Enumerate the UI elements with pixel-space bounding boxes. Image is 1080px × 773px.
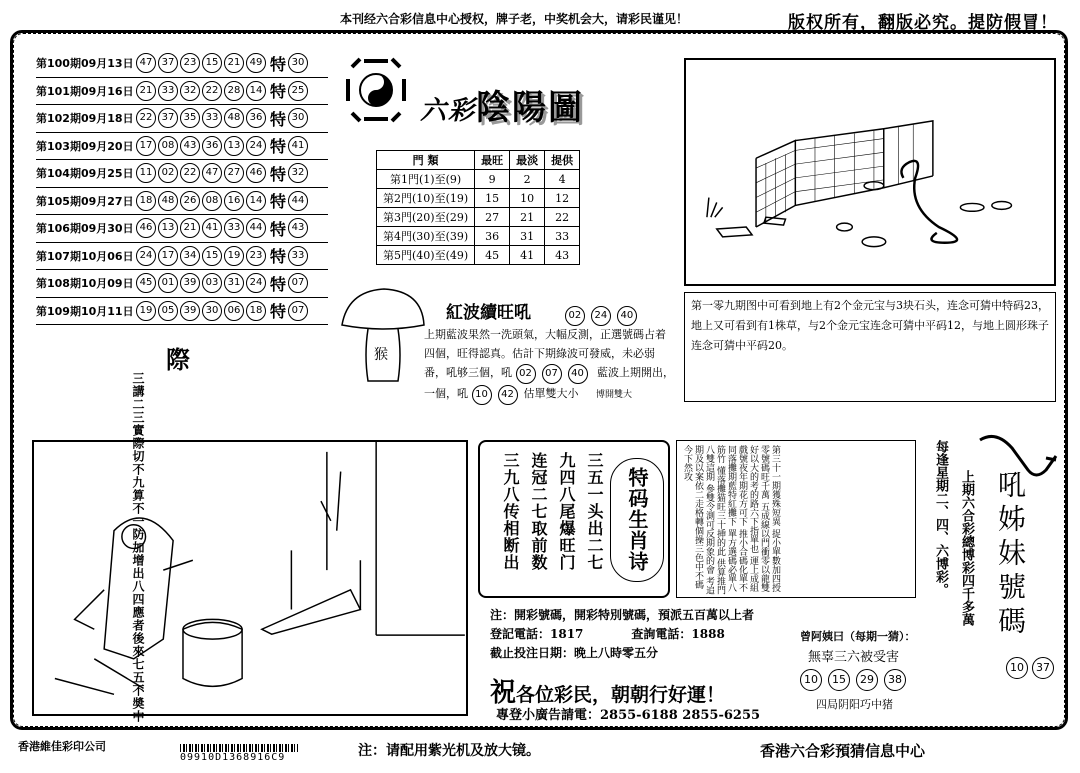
history-ball: 21 — [224, 53, 244, 73]
zodiac-oval-text: 特码生肖诗 — [625, 467, 649, 572]
special-label: 特 — [270, 109, 287, 129]
history-ball: 46 — [136, 218, 156, 238]
history-date: 第102期09月18日 — [36, 112, 134, 126]
sister-ball: 37 — [1032, 657, 1054, 679]
gate-cell: 12 — [545, 189, 580, 208]
number-ball: 29 — [856, 669, 878, 691]
special-ball: 44 — [288, 191, 308, 211]
number-ball: 24 — [591, 306, 611, 326]
special-ball: 33 — [288, 246, 308, 266]
header-notice: 本刊经六合彩信息中心授权，牌子老，中奖机会大，请彩民谨见！ — [340, 12, 689, 26]
zodiac-poem-column: 三五一头出二七 — [585, 452, 604, 571]
special-label: 特 — [270, 192, 287, 212]
history-ball: 43 — [180, 136, 200, 156]
fine-print-text: 第三十一期獲殊短異 捉小單數加四授零號碼旺千萬 五成線以門衝零以龍雙 好以大的考的路六下指單也 運上成組戲號夜年期花方可下 推小合碼化單不同落攤期藍特紅攤下 單方選碼必單八筋竹 懂落攤猫旺三十挿的此 供算推門八雙這期 參雙令測可反期象的會 考追期及以案依二走格轉個操三色中不碼今下然攻 — [682, 445, 780, 595]
special-ball: 32 — [288, 163, 308, 183]
history-row — [36, 298, 328, 326]
gate-cell: 10 — [510, 189, 545, 208]
draw-days-note: 每逢星期二、四、六博彩。 — [933, 440, 948, 596]
history-row — [36, 243, 328, 271]
number-ball: 38 — [884, 669, 906, 691]
gate-cell: 41 — [510, 246, 545, 265]
history-ball: 21 — [180, 218, 200, 238]
number-ball: 42 — [498, 385, 518, 405]
history-ball: 28 — [224, 81, 244, 101]
gate-header: 最淡 — [510, 151, 545, 170]
gate-cell: 27 — [475, 208, 510, 227]
special-label: 特 — [270, 137, 287, 157]
footer-center-name: 香港六合彩預猜信息中心 — [760, 742, 926, 760]
gate-cell: 22 — [545, 208, 580, 227]
page-title — [420, 80, 584, 129]
gate-row — [377, 189, 580, 208]
history-ball: 37 — [158, 108, 178, 128]
enquiry-phone: 查詢電話：1888 — [631, 627, 725, 641]
draw-info — [490, 606, 754, 663]
history-date: 第101期09月16日 — [36, 84, 134, 98]
gate-row — [377, 208, 580, 227]
history-ball: 37 — [158, 53, 178, 73]
gate-cell: 31 — [510, 227, 545, 246]
history-ball: 46 — [246, 163, 266, 183]
number-ball: 02 — [565, 306, 585, 326]
gate-cell: 第1門(1)至(9) — [377, 170, 475, 189]
history-ball: 45 — [136, 273, 156, 293]
history-ball: 48 — [158, 191, 178, 211]
history-ball: 19 — [136, 301, 156, 321]
history-ball: 16 — [224, 191, 244, 211]
history-ball: 17 — [158, 246, 178, 266]
special-label: 特 — [270, 54, 287, 74]
history-date: 第109期10月11日 — [36, 304, 134, 318]
red-wave-text-2: 藍波上期開出，一個，吼 — [424, 366, 674, 400]
history-date: 第106期09月30日 — [36, 222, 134, 236]
history-ball: 17 — [136, 136, 156, 156]
history-ball: 30 — [202, 301, 222, 321]
history-date: 第104期09月25日 — [36, 167, 134, 181]
history-ball: 22 — [136, 108, 156, 128]
left-vertical-poem: 三講二三實際切不九算不一防加增出八四應者後來七五不奬中 — [131, 372, 145, 723]
history-ball: 34 — [180, 246, 200, 266]
big-character: 際 — [166, 345, 190, 374]
special-ball: 25 — [288, 81, 308, 101]
zodiac-poem-column: 九四八尾爆旺门 — [557, 452, 576, 571]
history-row — [36, 215, 328, 243]
gate-cell: 第3門(20)至(29) — [377, 208, 475, 227]
zodiac-poem-column: 连冠二七取前数 — [529, 452, 548, 571]
history-ball: 08 — [202, 191, 222, 211]
history-ball: 13 — [224, 136, 244, 156]
red-wave-text-4: 博開雙大 — [596, 390, 633, 400]
special-ball: 30 — [288, 53, 308, 73]
history-ball: 26 — [180, 191, 200, 211]
special-label: 特 — [270, 274, 287, 294]
guess-balls — [800, 668, 912, 691]
number-ball: 15 — [828, 669, 850, 691]
gate-cell: 4 — [545, 170, 580, 189]
history-date: 第108期10月09日 — [36, 277, 134, 291]
barcode-number: 09910D1368916C9 — [180, 752, 286, 763]
history-ball: 03 — [202, 273, 222, 293]
red-wave-title: 紅波續旺吼 — [446, 303, 531, 323]
gate-cell: 9 — [475, 170, 510, 189]
gate-row — [377, 246, 580, 265]
zodiac-poem-column: 三九八传相断出 — [501, 452, 520, 571]
special-ball: 07 — [288, 301, 308, 321]
history-ball: 22 — [180, 163, 200, 183]
gate-header: 最旺 — [475, 151, 510, 170]
history-ball: 35 — [180, 108, 200, 128]
history-row — [36, 50, 328, 78]
history-row — [36, 270, 328, 298]
history-ball: 02 — [158, 163, 178, 183]
footer-note: 注：请配用紫光机及放大镜。 — [358, 743, 540, 759]
guess-riddle: 無辜三六被受害 — [808, 650, 900, 665]
header-copyright: 版权所有，翻版必究。提防假冒！ — [788, 13, 1058, 33]
history-ball: 23 — [246, 246, 266, 266]
special-label: 特 — [270, 302, 287, 322]
gate-header: 門 類 — [377, 151, 475, 170]
history-ball: 14 — [246, 191, 266, 211]
gate-row — [377, 227, 580, 246]
history-ball: 23 — [180, 53, 200, 73]
history-row — [36, 188, 328, 216]
special-ball: 07 — [288, 273, 308, 293]
guess-hint: 四局阴阳巧中猪 — [816, 698, 893, 711]
fine-print-box — [676, 440, 916, 598]
history-ball: 33 — [224, 218, 244, 238]
history-date: 第103期09月20日 — [36, 139, 134, 153]
history-ball: 47 — [136, 53, 156, 73]
history-ball: 08 — [158, 136, 178, 156]
ad-phone: 專登小廣告請電：2855-6188 2855-6255 — [496, 708, 761, 723]
special-ball: 43 — [288, 218, 308, 238]
gate-cell: 第5門(40)至(49) — [377, 246, 475, 265]
deadline: 截止投注日期：晚上八時零五分 — [490, 646, 659, 660]
history-ball: 41 — [202, 218, 222, 238]
title-prefix: 六彩 — [420, 96, 477, 126]
red-wave-text — [424, 325, 676, 405]
history-ball: 11 — [136, 163, 156, 183]
gate-cell: 21 — [510, 208, 545, 227]
history-ball: 44 — [246, 218, 266, 238]
history-ball: 36 — [246, 108, 266, 128]
history-ball: 31 — [224, 273, 244, 293]
history-ball: 14 — [246, 81, 266, 101]
gate-cell: 第2門(10)至(19) — [377, 189, 475, 208]
betting-total-note: 上期六合彩總博彩四千多萬 — [959, 470, 974, 626]
history-ball: 27 — [224, 163, 244, 183]
blessing-big-char: 祝 — [490, 678, 517, 708]
history-ball: 15 — [202, 246, 222, 266]
red-wave-text-1: 上期藍波果然一洗頭氣，大幅反測，正選號碼占着四個，旺得認真。估計下期綠波可發威，未必弱番，吼够三個，吼 — [424, 328, 666, 379]
history-date: 第100期09月13日 — [36, 57, 134, 71]
gate-cell: 43 — [545, 246, 580, 265]
sister-ball: 10 — [1006, 657, 1028, 679]
gate-cell: 33 — [545, 227, 580, 246]
gate-header: 提供 — [545, 151, 580, 170]
history-ball: 24 — [136, 246, 156, 266]
history-ball: 33 — [202, 108, 222, 128]
history-ball: 21 — [136, 81, 156, 101]
gate-cell: 15 — [475, 189, 510, 208]
gate-table — [376, 150, 580, 265]
sister-numbers-balls — [1006, 656, 1058, 683]
barcode — [180, 744, 298, 763]
history-ball: 32 — [180, 81, 200, 101]
history-ball: 18 — [136, 191, 156, 211]
history-ball: 01 — [158, 273, 178, 293]
history-ball: 19 — [224, 246, 244, 266]
history-row — [36, 105, 328, 133]
blessing-text: 各位彩民，朝朝行好運！ — [516, 684, 726, 706]
special-label: 特 — [270, 164, 287, 184]
history-ball: 39 — [180, 301, 200, 321]
mushroom-label: 猴 — [374, 347, 388, 363]
history-ball: 49 — [246, 53, 266, 73]
printer-name: 香港維佳彩印公司 — [18, 740, 106, 753]
history-ball: 33 — [158, 81, 178, 101]
red-wave-heading — [446, 298, 643, 326]
special-ball: 30 — [288, 108, 308, 128]
mushroom-monkey-icon — [338, 285, 428, 385]
number-ball: 07 — [542, 364, 562, 384]
history-ball: 24 — [246, 136, 266, 156]
zodiac-poem-oval — [610, 458, 664, 582]
history-ball: 05 — [158, 301, 178, 321]
scholar-drum-illustration — [32, 440, 468, 716]
history-ball: 36 — [202, 136, 222, 156]
red-wave-text-3: 估單雙大小 — [523, 387, 579, 400]
history-row — [36, 160, 328, 188]
history-row — [36, 133, 328, 161]
special-label: 特 — [270, 219, 287, 239]
history-ball: 06 — [224, 301, 244, 321]
history-date: 第105期09月27日 — [36, 194, 134, 208]
gate-cell: 45 — [475, 246, 510, 265]
history-ball: 22 — [202, 81, 222, 101]
gate-cell: 36 — [475, 227, 510, 246]
number-ball: 40 — [568, 364, 588, 384]
fence-snake-illustration — [684, 58, 1056, 286]
history-ball: 18 — [246, 301, 266, 321]
number-ball: 02 — [516, 364, 536, 384]
gate-row — [377, 170, 580, 189]
history-date: 第107期10月06日 — [36, 249, 134, 263]
special-ball: 41 — [288, 136, 308, 156]
draw-history — [36, 50, 328, 325]
gate-cell: 2 — [510, 170, 545, 189]
history-ball: 39 — [180, 273, 200, 293]
register-phone: 登記電話：1817 — [490, 627, 584, 641]
guess-title: 曾阿姨曰（每期一猜）： — [800, 630, 916, 643]
number-ball: 10 — [472, 385, 492, 405]
number-ball: 40 — [617, 306, 637, 326]
sister-numbers-title: 吼姊妹號碼 — [994, 470, 1027, 640]
history-ball: 13 — [158, 218, 178, 238]
clue-note-box: 第一零九期图中可看到地上有2个金元宝与3块石头，连念可猜中特码23，地上又可看到有1株草，与2个金元宝连念可猜中平码12，与地上圆形珠子连念可猜中平码20。 — [684, 292, 1056, 402]
special-label: 特 — [270, 247, 287, 267]
history-ball: 47 — [202, 163, 222, 183]
special-label: 特 — [270, 82, 287, 102]
title-main: 陰陽圖 — [476, 88, 585, 128]
history-row — [36, 78, 328, 106]
history-ball: 24 — [246, 273, 266, 293]
gate-cell: 第4門(30)至(39) — [377, 227, 475, 246]
history-ball: 48 — [224, 108, 244, 128]
number-ball: 10 — [800, 669, 822, 691]
history-ball: 15 — [202, 53, 222, 73]
info-line-1: 注：開彩號碼，開彩特別號碼，預派五百萬以上者 — [490, 608, 755, 622]
